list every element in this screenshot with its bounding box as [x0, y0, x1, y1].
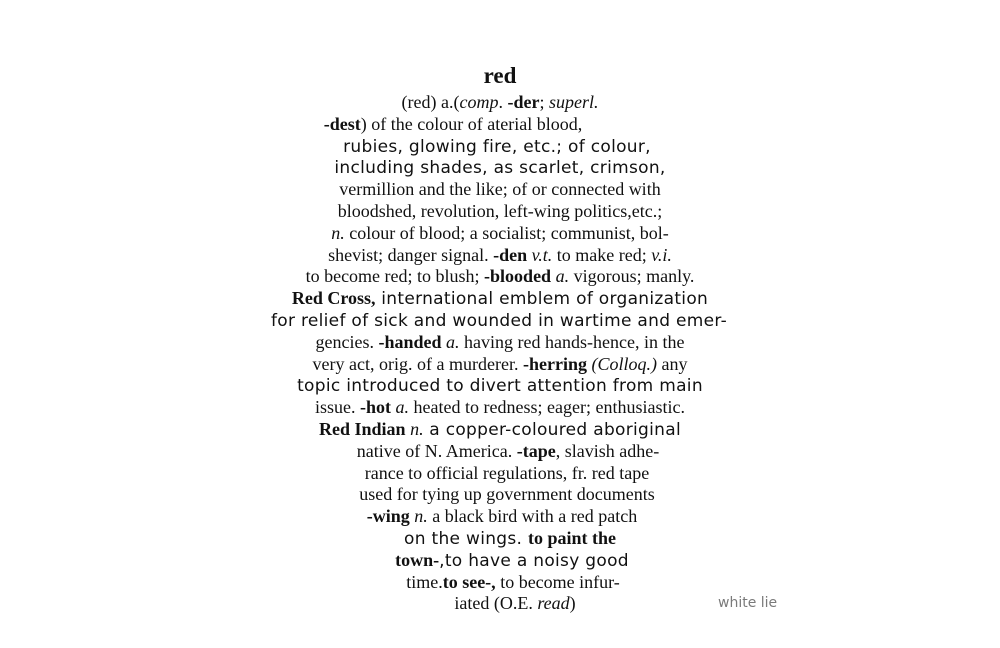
- definition-text: -tape: [516, 440, 556, 461]
- watermark: white lie: [718, 595, 778, 611]
- definition-text: ) of the colour of aterial blood,: [360, 113, 583, 134]
- definition-text: native of N. America.: [356, 440, 517, 461]
- definition-text: a.: [395, 397, 410, 418]
- definition-line: [0, 549, 1000, 572]
- definition-text: -dest: [323, 113, 361, 134]
- definition-text: including shades, as scarlet, crimson,: [334, 158, 666, 179]
- definition-line: [0, 222, 1000, 244]
- definition-text: topic introduced to divert attention from main: [297, 376, 703, 397]
- definition-line: [0, 331, 1000, 353]
- definition-text: a black bird with a red patch: [427, 506, 638, 527]
- definition-text: to become infur-: [495, 571, 620, 592]
- definition-text: colour of blood; a socialist; communist, bol-: [344, 222, 669, 243]
- definition-text: n.: [410, 419, 424, 439]
- definition-text: .: [498, 92, 508, 112]
- definition-line: [0, 440, 1000, 462]
- definition-line: [0, 571, 1000, 593]
- definition-text: gencies.: [315, 331, 379, 352]
- definition-text: town-: [395, 549, 440, 570]
- definition-line: [0, 156, 1000, 179]
- definition-text: to see-,: [442, 571, 496, 592]
- definition-text: ;: [539, 92, 549, 112]
- definition-text: very act, orig. of a murderer.: [312, 353, 523, 374]
- definition-text: time.: [406, 571, 443, 592]
- definition-text: shevist; danger signal.: [328, 244, 494, 265]
- definition-text: -wing: [366, 506, 410, 527]
- definition-line: [0, 396, 1000, 418]
- definition-text: Red Indian: [319, 419, 406, 439]
- definition-text: -den: [493, 244, 528, 265]
- definition-text: any: [656, 353, 688, 374]
- definition-text: rubies, glowing fire, etc.; of colour,: [343, 136, 651, 157]
- definition-text: -handed: [378, 331, 442, 352]
- definition-text: superl.: [548, 92, 599, 112]
- definition-text: -hot: [360, 397, 392, 418]
- definition-text: -herring: [522, 353, 587, 374]
- definition-text: -blooded: [484, 266, 552, 287]
- definition-line: [0, 287, 1000, 310]
- definition-line: [0, 91, 1000, 113]
- definition-line: [0, 309, 1000, 332]
- definition-text: n.: [331, 222, 345, 243]
- definition-line: [0, 244, 1000, 266]
- definition-line: [0, 178, 1000, 200]
- definition-text: (red) a.(: [401, 92, 460, 112]
- definition-text: used for tying up government documents: [359, 484, 655, 505]
- definition-text: vigorous; manly.: [569, 266, 695, 287]
- definition-text: heated to redness; eager; enthusiastic.: [409, 397, 685, 418]
- definition-text: rance to official regulations, fr. red tape: [364, 462, 650, 483]
- definition-text: (Colloq.): [591, 353, 657, 374]
- definition-line: [0, 353, 1000, 375]
- definition-text: a copper-coloured aboriginal: [423, 420, 681, 440]
- definition-text: , slavish adhe-: [555, 440, 660, 461]
- definition-text: v.t.: [531, 244, 553, 265]
- definition-line: [0, 418, 1000, 441]
- definition-text: a.: [446, 331, 460, 352]
- definition-text: having red hands-hence, in the: [459, 331, 685, 352]
- definition-line: [0, 135, 1000, 158]
- definition-text: -der: [507, 92, 540, 112]
- definition-text: a.: [555, 266, 570, 287]
- definition-text: vermillion and the like; of or connected with: [339, 179, 661, 200]
- definition-text: international emblem of organization: [375, 289, 709, 310]
- definition-text: ,to have a noisy good: [439, 550, 629, 571]
- definition-text: to paint the: [527, 528, 616, 548]
- definition-text: for relief of sick and wounded in wartime and emer-: [270, 311, 728, 331]
- definition-text: comp: [459, 92, 499, 112]
- definition-text: Red Cross,: [291, 288, 376, 309]
- definition-text: read: [537, 593, 570, 614]
- definition-text: v.i.: [651, 244, 672, 265]
- definition-line: [0, 265, 1000, 287]
- definition-text: n.: [414, 506, 428, 527]
- definition-text: to become red; to blush;: [305, 266, 485, 287]
- definition-text: to make red;: [552, 244, 652, 265]
- definition-text: ): [569, 593, 576, 614]
- definition-line: [0, 527, 1000, 550]
- definition-line: [0, 462, 1000, 484]
- definition-text: bloodshed, revolution, left-wing politics,etc.;: [337, 201, 663, 221]
- definition-text: on the wings.: [404, 529, 528, 549]
- definition-line: [0, 374, 1000, 397]
- definition-line: [0, 113, 1000, 135]
- definition-line: [0, 505, 1000, 527]
- definition-text: iated (O.E.: [454, 593, 538, 614]
- headword: red: [483, 63, 517, 88]
- definition-text: issue.: [315, 397, 361, 418]
- definition-line: [0, 483, 1000, 505]
- definition-line: [0, 592, 1000, 614]
- definition-line: [0, 200, 1000, 222]
